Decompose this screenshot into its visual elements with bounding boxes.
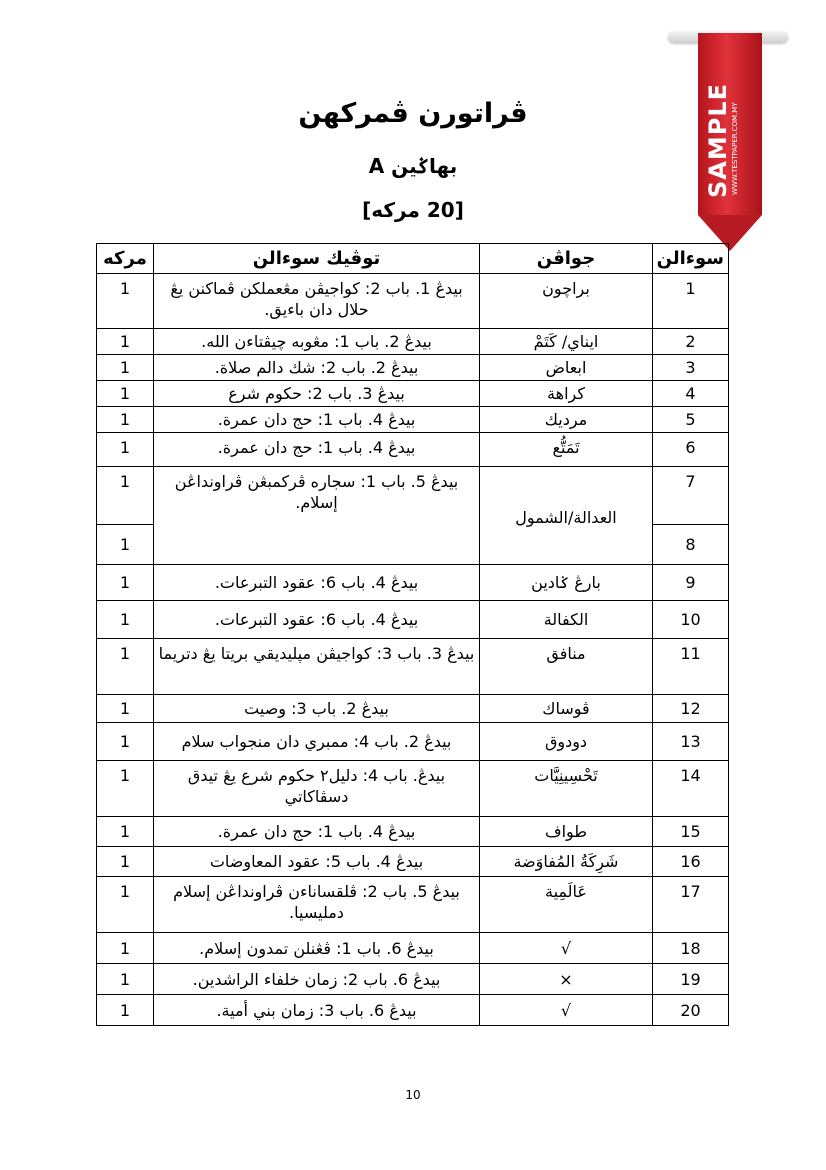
mark-cell: 1 xyxy=(97,817,154,847)
reference-cell: بيدڠ 6. باب 3: زمان بني أمية. xyxy=(154,995,480,1026)
header-mark: مركه xyxy=(97,244,154,274)
reference-cell: بيدڠ 5. باب 1: سجاره ڤركمبڠن ڤراونداڠن إسلام. xyxy=(154,467,480,565)
mark-cell: 1 xyxy=(97,381,154,407)
reference-cell: بيدڠ 2. باب 1: مڠوبه چيڤتاءن الله. xyxy=(154,329,480,355)
answer-cell: منافق xyxy=(480,639,653,695)
mark-cell: 1 xyxy=(97,467,154,525)
answer-cell: ڤوساك xyxy=(480,695,653,723)
answer-cell: √ xyxy=(480,995,653,1026)
mark-cell: 1 xyxy=(97,933,154,964)
mark-cell: 1 xyxy=(97,964,154,995)
mark-cell: 1 xyxy=(97,761,154,817)
answer-cell: × xyxy=(480,964,653,995)
question-number: 20 xyxy=(653,995,729,1026)
sample-label: SAMPLE xyxy=(704,82,732,198)
mark-cell: 1 xyxy=(97,601,154,639)
header-reference: توڤيك سوءالن xyxy=(154,244,480,274)
answer-cell: طواف xyxy=(480,817,653,847)
question-number: 18 xyxy=(653,933,729,964)
table-row xyxy=(97,877,729,933)
answer-cell: دودوق xyxy=(480,723,653,761)
mark-cell: 1 xyxy=(97,433,154,467)
question-number: 15 xyxy=(653,817,729,847)
table-row xyxy=(97,964,729,995)
mark-cell: 1 xyxy=(97,723,154,761)
table-row xyxy=(97,723,729,761)
question-number: 5 xyxy=(653,407,729,433)
question-number: 16 xyxy=(653,847,729,877)
table-row xyxy=(97,817,729,847)
sample-watermark xyxy=(705,38,740,198)
page-number: 10 xyxy=(405,1088,421,1102)
mark-cell: 1 xyxy=(97,695,154,723)
table-row xyxy=(97,761,729,817)
reference-cell: بيدڠ 4. باب 6: عقود التبرعات. xyxy=(154,565,480,601)
page-title: ڤراتورن ڤمركهن xyxy=(298,98,528,129)
answer-cell: بارڠ ݢادين xyxy=(480,565,653,601)
answer-cell: تَمَتُّع xyxy=(480,433,653,467)
table-row xyxy=(97,407,729,433)
table-row xyxy=(97,433,729,467)
mark-cell: 1 xyxy=(97,639,154,695)
reference-cell: بيدڠ 4. باب 1: حج دان عمرة. xyxy=(154,433,480,467)
answer-cell: تَحْسِينِيَّات xyxy=(480,761,653,817)
table-row xyxy=(97,467,729,525)
section-marks: [20 مركه] xyxy=(362,198,464,222)
reference-cell: بيدڠ 2. باب 4: ممبري دان منجواب سلام xyxy=(154,723,480,761)
sample-url: WWW.TESTPAPER.COM.MY xyxy=(731,102,739,195)
reference-cell: بيدڠ. باب 4: دليل٢ حكوم شرع يڠ تيدق دسڤاكاتي xyxy=(154,761,480,817)
table-row xyxy=(97,933,729,964)
table-header-row xyxy=(97,244,729,274)
question-number: 19 xyxy=(653,964,729,995)
table-row xyxy=(97,995,729,1026)
mark-cell: 1 xyxy=(97,565,154,601)
reference-cell: بيدڠ 3. باب 3: كواجيڤن مڽليديقي بريتا يڠ دتريما xyxy=(154,639,480,695)
mark-cell: 1 xyxy=(97,847,154,877)
section-title: بهاݢين A xyxy=(368,154,458,178)
answer-cell: براچون xyxy=(480,274,653,329)
answer-cell: مرديك xyxy=(480,407,653,433)
question-number: 10 xyxy=(653,601,729,639)
mark-cell: 1 xyxy=(97,274,154,329)
question-number: 6 xyxy=(653,433,729,467)
question-number: 8 xyxy=(653,525,729,565)
header-question: سوءالن xyxy=(653,244,729,274)
table-row xyxy=(97,639,729,695)
table-row xyxy=(97,695,729,723)
reference-cell: بيدڠ 4. باب 1: حج دان عمرة. xyxy=(154,817,480,847)
answer-cell: العدالة/الشمول xyxy=(480,467,653,565)
answer-cell: √ xyxy=(480,933,653,964)
mark-cell: 1 xyxy=(97,525,154,565)
answer-cell: الكفالة xyxy=(480,601,653,639)
answer-cell: ايناي/ كَتَمْ xyxy=(480,329,653,355)
table-row xyxy=(97,274,729,329)
answer-cell: كراهة xyxy=(480,381,653,407)
mark-cell: 1 xyxy=(97,877,154,933)
reference-cell: بيدڠ 5. باب 2: ڤلقساناءن ڤراونداڠن إسلام دمليسيا. xyxy=(154,877,480,933)
question-number: 7 xyxy=(653,467,729,525)
header-answer: جواڤن xyxy=(480,244,653,274)
reference-cell: بيدڠ 4. باب 5: عقود المعاوضات xyxy=(154,847,480,877)
table-row xyxy=(97,355,729,381)
answer-cell: عَالَمِية xyxy=(480,877,653,933)
answer-cell: ابعاض xyxy=(480,355,653,381)
question-number: 9 xyxy=(653,565,729,601)
mark-cell: 1 xyxy=(97,329,154,355)
question-number: 13 xyxy=(653,723,729,761)
question-number: 2 xyxy=(653,329,729,355)
mark-cell: 1 xyxy=(97,355,154,381)
table-row xyxy=(97,565,729,601)
question-number: 12 xyxy=(653,695,729,723)
mark-cell: 1 xyxy=(97,407,154,433)
table-row xyxy=(97,381,729,407)
reference-cell: بيدڠ 6. باب 1: ڤڠنلن تمدون إسلام. xyxy=(154,933,480,964)
question-number: 14 xyxy=(653,761,729,817)
reference-cell: بيدڠ 2. باب 2: شك دالم صلاة. xyxy=(154,355,480,381)
table-row xyxy=(97,847,729,877)
answer-cell: شَرِكَةُ المُفاوَضة xyxy=(480,847,653,877)
question-number: 11 xyxy=(653,639,729,695)
mark-cell: 1 xyxy=(97,995,154,1026)
reference-cell: بيدڠ 1. باب 2: كواجيڤن مڠعملكن ڤماكنن يڠ حلال دان باءيق. xyxy=(154,274,480,329)
reference-cell: بيدڠ 6. باب 2: زمان خلفاء الراشدين. xyxy=(154,964,480,995)
reference-cell: بيدڠ 2. باب 3: وصيت xyxy=(154,695,480,723)
question-number: 3 xyxy=(653,355,729,381)
question-number: 17 xyxy=(653,877,729,933)
question-number: 4 xyxy=(653,381,729,407)
reference-cell: بيدڠ 4. باب 6: عقود التبرعات. xyxy=(154,601,480,639)
table-row xyxy=(97,601,729,639)
question-number: 1 xyxy=(653,274,729,329)
table-row xyxy=(97,329,729,355)
answer-table xyxy=(96,243,729,1026)
reference-cell: بيدڠ 4. باب 1: حج دان عمرة. xyxy=(154,407,480,433)
reference-cell: بيدڠ 3. باب 2: حكوم شرع xyxy=(154,381,480,407)
